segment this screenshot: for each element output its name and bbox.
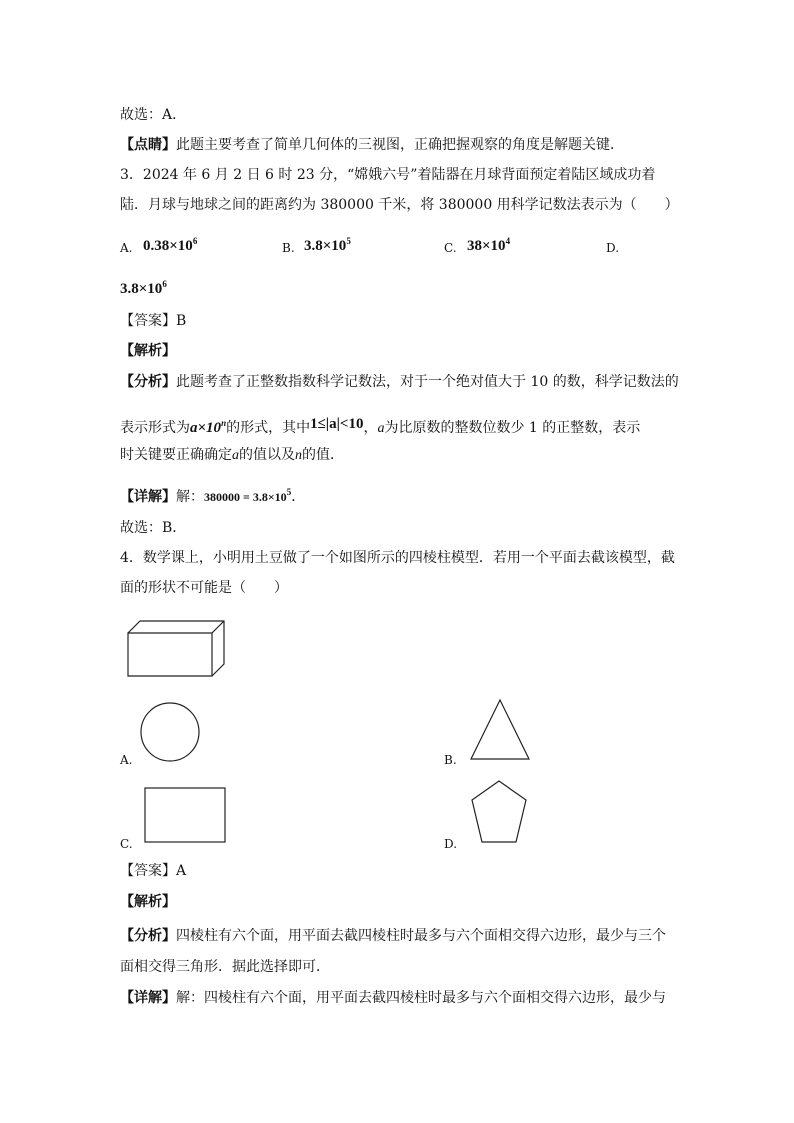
q3-option-c-exp: 4 <box>505 236 511 246</box>
q3-stem-line-2: 陆．月球与地球之间的距离约为 380000 千米，将 380000 用科学记数法表示为（ ） <box>120 197 679 213</box>
q3-option-d-letter: D. <box>606 241 620 255</box>
q3-option-a-exp: 6 <box>192 236 198 246</box>
q3-answer-value: B <box>176 313 187 329</box>
q3-fenxi-var-a: a <box>377 421 385 436</box>
q3-fenxi-text-3c: 的值． <box>302 447 344 463</box>
q3-option-a-base: 0.38×10 <box>143 238 193 254</box>
q4-fenxi-line-2: 面相交得三角形．据此选择即可． <box>120 959 330 975</box>
q4-fenxi-text-1: 四棱柱有六个面，用平面去截四棱柱时最多与六个面相交得六边形，最少与三个 <box>176 928 666 944</box>
q4-answer-line <box>120 861 186 881</box>
q3-option-b-base: 3.8×10 <box>304 238 347 254</box>
comment-text: 此题主要考查了简单几何体的三视图，正确把握观察的角度是解题关键． <box>176 137 624 153</box>
q4-xiangjie-text: 解：四棱柱有六个面，用平面去截四棱柱时最多与六个面相交得六边形，最少与 <box>176 990 666 1006</box>
q3-xiangjie-formula-exp: 5 <box>286 487 292 497</box>
q3-fenxi-text-3b: 的值以及 <box>239 447 295 463</box>
q3-analysis-tag: 【解析】 <box>120 343 176 359</box>
triangle-shape <box>471 700 529 759</box>
q4-xiangjie-tag: 【详解】 <box>120 990 176 1006</box>
q4-option-d-letter: D. <box>444 837 458 851</box>
q3-fenxi-var-a-2: a <box>232 448 239 463</box>
q3-option-c-base: 38×10 <box>467 238 506 254</box>
q4-fenxi-tag: 【分析】 <box>120 928 176 944</box>
q4-fenxi-line-1 <box>120 926 666 946</box>
q3-xiangjie-formula-base: 380000 = 3.8×10 <box>204 490 287 504</box>
q3-option-b-letter: B. <box>282 241 295 255</box>
q3-stem-line-1: 3．2024 年 6 月 2 日 6 时 23 分，“嫦娥六号”着陆器在月球背面预定着陆区域成功着 <box>120 167 656 183</box>
q4-stem-line-2: 面的形状不可能是（ ） <box>120 580 288 596</box>
pentagon-shape <box>472 781 526 842</box>
comment-tag: 【点睛】 <box>120 137 176 153</box>
q3-answer-tag: 【答案】 <box>120 313 176 329</box>
q3-fenxi-formula-1-exp: n <box>221 418 227 428</box>
q4-stem-line-1: 4．数学课上，小明用土豆做了一个如图所示的四棱柱模型．若用一个平面去截该模型，截 <box>120 550 675 566</box>
q3-xiangjie-text: 解： <box>176 489 204 505</box>
q3-option-d-exp: 6 <box>162 279 167 289</box>
prev-answer-line: 故选：A． <box>120 107 187 123</box>
q3-fenxi-formula-1-base: a×10 <box>190 420 222 436</box>
q3-fenxi-text-1: 此题考查了正整数指数科学记数法，对于一个绝对值大于 10 的数，科学记数法的 <box>176 374 679 390</box>
q3-xiangjie-end: ． <box>291 489 306 505</box>
q3-fenxi-formula-2: 1≤|a|<10 <box>310 416 364 432</box>
circle-shape <box>141 703 199 761</box>
rectangle-shape <box>145 788 225 842</box>
q4-answer-tag: 【答案】 <box>120 863 176 879</box>
q3-fenxi-text-3a: 时关键要正确确定 <box>120 447 232 463</box>
q3-choose-line: 故选：B． <box>120 520 187 536</box>
prism-figure <box>128 621 224 676</box>
q3-option-b-exp: 5 <box>346 236 351 246</box>
q3-option-d-base: 3.8×10 <box>120 281 163 297</box>
q3-fenxi-text-2a: 表示形式为 <box>120 420 190 436</box>
q3-fenxi-text-2b: 的形式，其中 <box>226 420 311 436</box>
q3-fenxi-text-2d: 为比原数的整数位数少 1 的正整数，表示 <box>384 420 641 436</box>
q4-answer-value: A <box>176 863 187 879</box>
q3-option-c-letter: C. <box>444 241 457 255</box>
q4-option-a-letter: A. <box>120 753 133 767</box>
q3-fenxi-tag: 【分析】 <box>120 374 176 390</box>
q3-option-a-letter: A. <box>120 241 133 255</box>
q4-xiangjie-line <box>120 988 666 1008</box>
q4-option-c-letter: C. <box>120 837 133 851</box>
q4-option-b-letter: B. <box>444 753 457 767</box>
q3-fenxi-var-n: n <box>295 448 302 463</box>
q3-fenxi-text-2c: ， <box>363 420 378 436</box>
q4-analysis-tag: 【解析】 <box>120 894 176 910</box>
q3-xiangjie-tag: 【详解】 <box>120 489 176 505</box>
